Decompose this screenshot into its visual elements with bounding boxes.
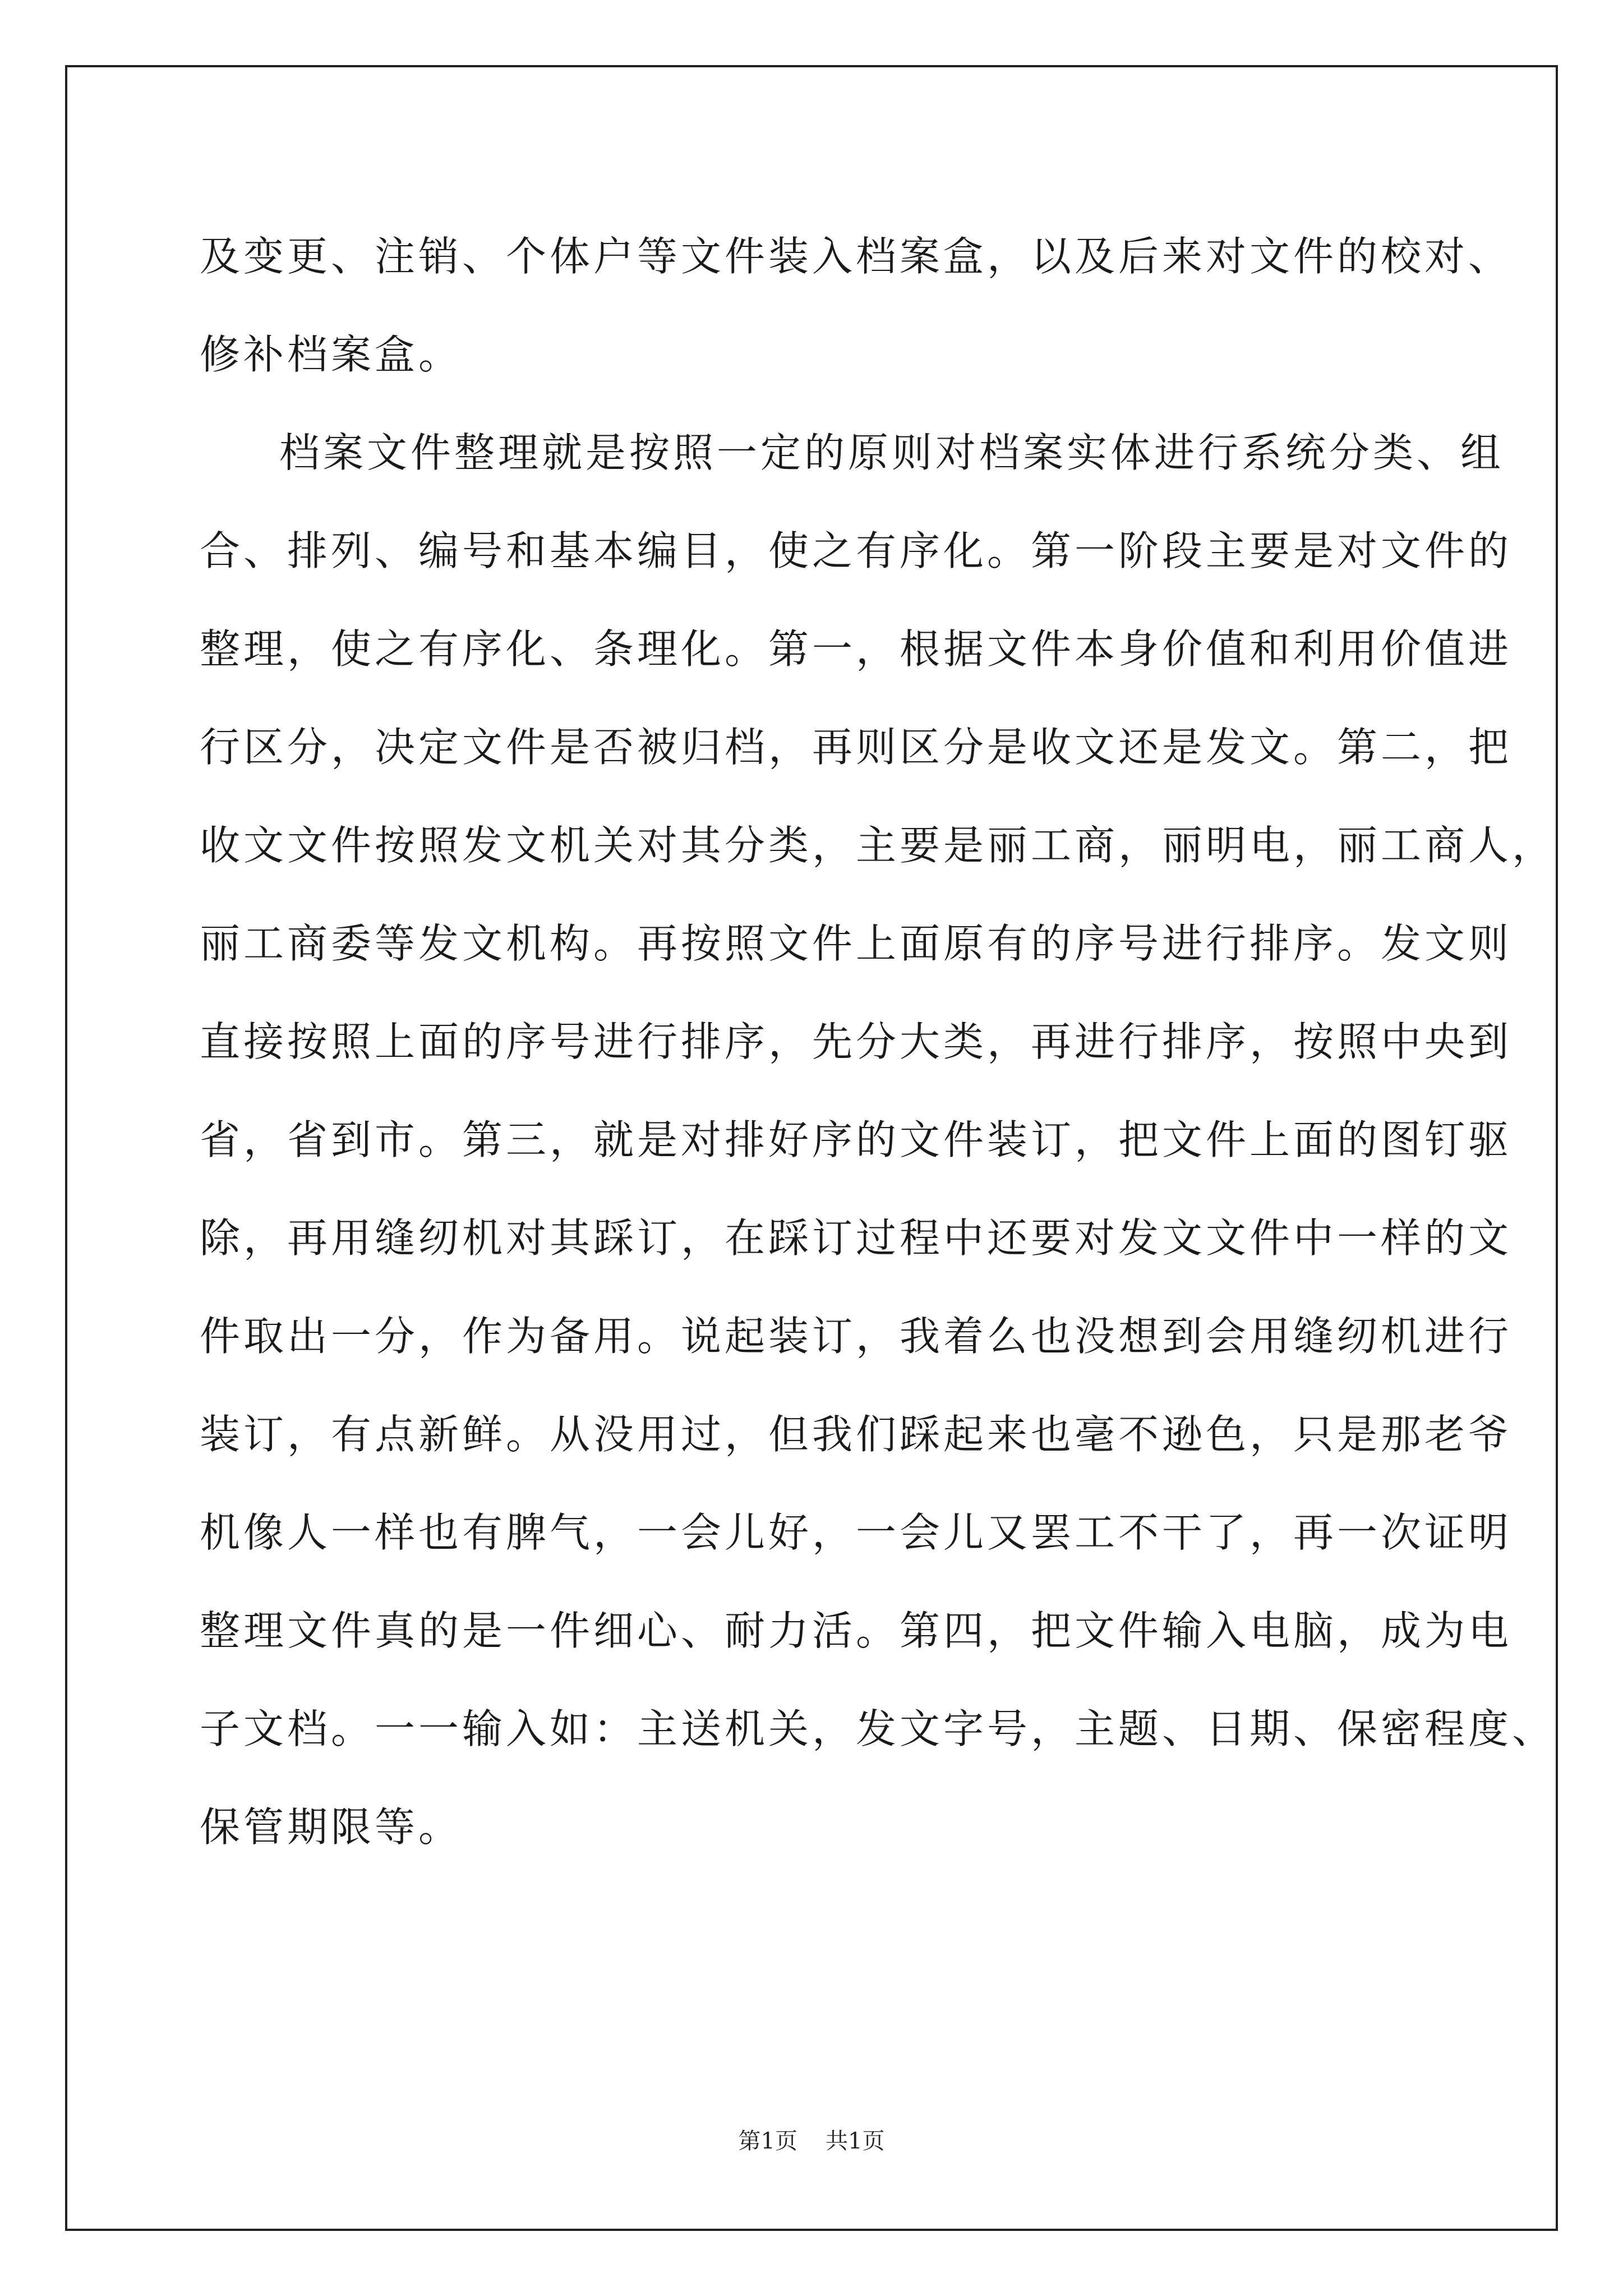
text-line: 丽工商委等发文机构。再按照文件上面原有的序号进行排序。发文则 <box>200 920 1513 967</box>
text-line: 机像人一样也有脾气，一会儿好，一会儿又罢工不干了，再一次证明 <box>200 1509 1513 1556</box>
text-line: 整理文件真的是一件细心、耐力活。第四，把文件输入电脑，成为电 <box>200 1607 1513 1654</box>
page-number-current: 第1页 <box>738 2128 797 2154</box>
text-line: 省，省到市。第三，就是对排好序的文件装订，把文件上面的图钉驱 <box>200 1116 1513 1163</box>
document-body <box>200 208 1556 1876</box>
text-line: 件取出一分，作为备用。说起装订，我着么也没想到会用缝纫机进行 <box>200 1313 1513 1360</box>
text-line: 合、排列、编号和基本编目，使之有序化。第一阶段主要是对文件的 <box>200 527 1513 574</box>
text-line: 除，再用缝纫机对其踩订，在踩订过程中还要对发文文件中一样的文 <box>200 1214 1513 1262</box>
page-footer <box>0 2123 1623 2155</box>
text-line: 及变更、注销、个体户等文件装入档案盒，以及后来对文件的校对、 <box>200 233 1513 280</box>
page-number-total: 共1页 <box>826 2128 885 2154</box>
text-line: 直接按照上面的序号进行排序，先分大类，再进行排序，按照中央到 <box>200 1018 1513 1065</box>
text-line: 子文档。一一输入如：主送机关，发文字号，主题、日期、保密程度、 <box>200 1705 1556 1752</box>
text-line: 整理，使之有序化、条理化。第一，根据文件本身价值和利用价值进 <box>200 625 1513 673</box>
text-line: 收文文件按照发文机关对其分类，主要是丽工商，丽明电，丽工商人， <box>200 822 1556 869</box>
text-line: 保管期限等。 <box>200 1803 463 1851</box>
text-line: 档案文件整理就是按照一定的原则对档案实体进行系统分类、组 <box>279 429 1505 476</box>
text-line: 修补档案盒。 <box>200 331 463 378</box>
text-line: 行区分，决定文件是否被归档，再则区分是收文还是发文。第二，把 <box>200 724 1513 771</box>
text-line: 装订，有点新鲜。从没用过，但我们踩起来也毫不逊色，只是那老爷 <box>200 1411 1513 1458</box>
